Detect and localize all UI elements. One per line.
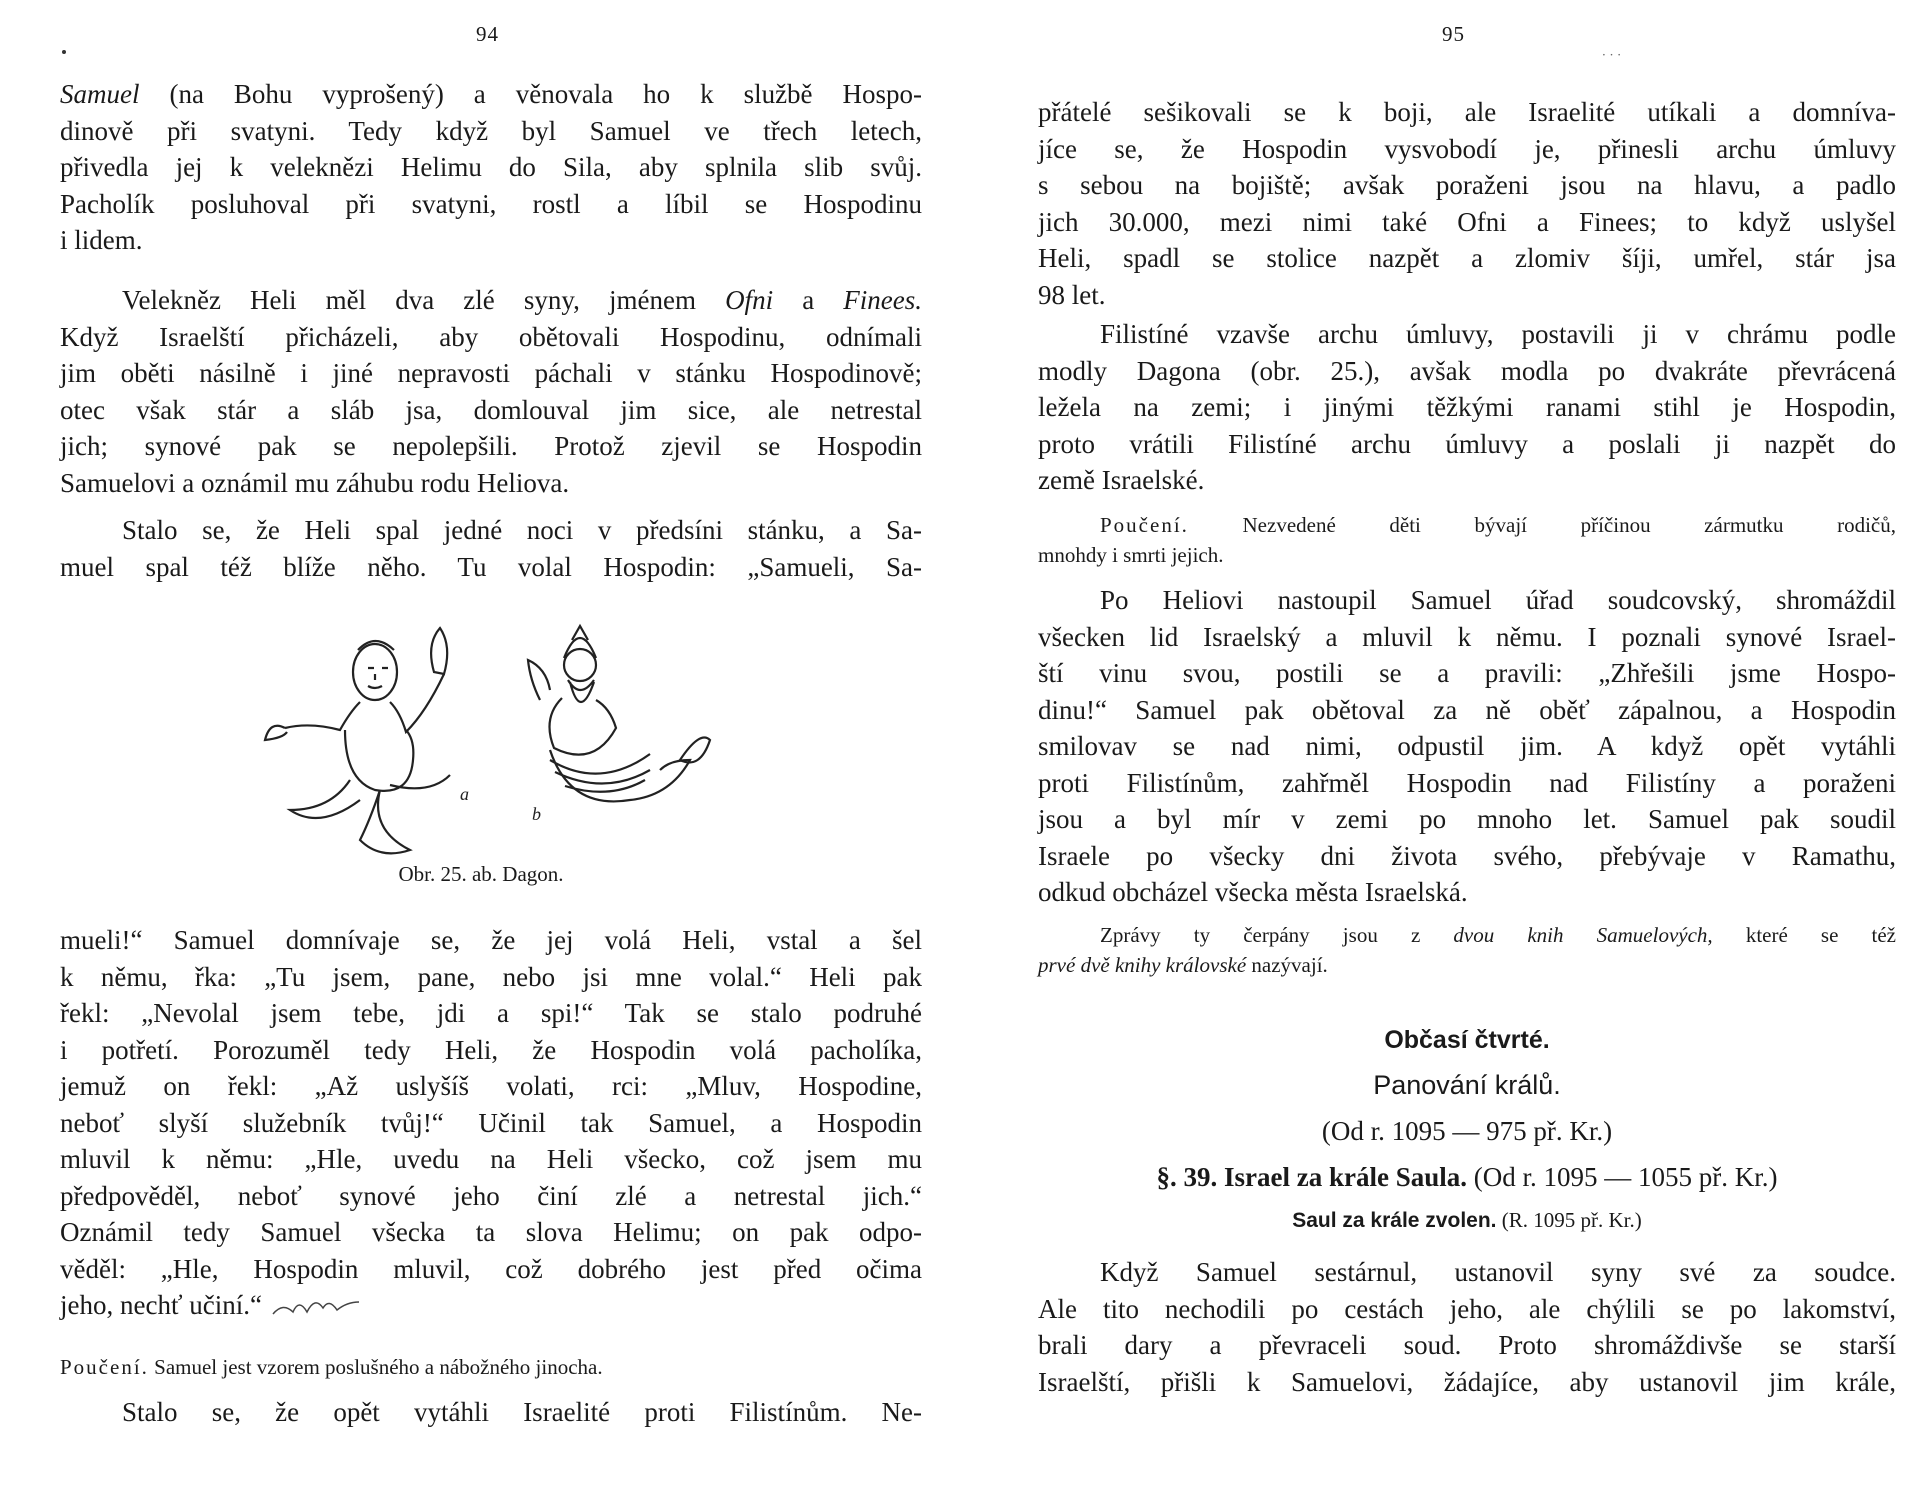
- text-line: jich 30.000, mezi nimi také Ofni a Finees; to když uslyšel: [1038, 206, 1896, 237]
- text-line: přátelé sešikovali se k boji, ale Israelité utíkali a domníva-: [1038, 97, 1896, 127]
- paragraph-samuel-birth: [60, 76, 922, 259]
- period-heading: Panování králů.: [1373, 1070, 1561, 1100]
- paragraph-heli-sons: [60, 282, 922, 501]
- period-dates: (Od r. 1095 — 975 př. Kr.): [1321, 1116, 1613, 1146]
- book-title: prvé dvě knihy královské: [1038, 953, 1247, 977]
- text-line: 98 let.: [1038, 279, 1106, 310]
- figure-caption: Obr. 25. ab. Dagon.: [398, 862, 564, 886]
- text-line: mueli!“ Samuel domnívaje se, že jej volá Heli, vstal a šel: [60, 925, 922, 955]
- text-line: smilovav se nad nimi, odpustil jim. A když opět vytáhli: [1038, 731, 1896, 761]
- chapter-headings: [1038, 1018, 1896, 1241]
- text-line: Když Israelští přicházeli, aby obětovali Hospodinu, odnímali: [60, 321, 922, 352]
- figure-label-a: a: [460, 784, 469, 804]
- text-line: Když Samuel sestárnul, ustanovil syny své za soudce.: [1100, 1257, 1896, 1287]
- text-line: proti Filistínům, zahřměl Hospodin nad Filistíny a poraženi: [1038, 767, 1896, 798]
- paragraph-ark: [1038, 316, 1896, 499]
- text-line: řekl: „Nevolal jsem tebe, jdi a spi!“ Tak se stalo podruhé: [60, 998, 922, 1028]
- text-line: Po Heliovi nastoupil Samuel úřad soudcovský, shromáždil: [1100, 585, 1896, 615]
- text-line: odkud obcházel všecka města Israelská.: [1038, 877, 1468, 907]
- text-line: Filistíné vzavše archu úmluvy, postavili ji v chrámu podle: [1100, 319, 1896, 349]
- text-line: dinově při svatyni. Tedy když byl Samuel ve třech letech,: [60, 115, 922, 146]
- text-line: i potřetí. Porozuměl tedy Heli, že Hospodin volá pacholíka,: [60, 1034, 922, 1065]
- text-line: otec však stár a sláb jsa, domlouval jim sice, ale netrestal: [60, 394, 922, 425]
- lesson-note: [60, 1352, 922, 1382]
- text-line: Pacholík posluhoval při svatyni, rostl a líbil se Hospodinu: [60, 188, 922, 219]
- text-line: brali dary a převraceli soud. Proto shromáždivše se starší: [1038, 1330, 1896, 1360]
- section-heading: §. 39. Israel za krále Saula. (Od r. 1095 — 1055 př. Kr.): [1156, 1162, 1778, 1192]
- source-note: Zprávy ty čerpány jsou z dvou knih Samuelových, které se též prvé dvě knihy královské nazývají.: [1038, 923, 1897, 977]
- samuel-name: Samuel: [60, 79, 140, 109]
- text-line: jim oběti násilně i jiné nepravosti páchali v stánku Hospodinově;: [60, 358, 922, 388]
- text-line: země Israelské.: [1038, 465, 1205, 495]
- text-line: Israelští, přišli k Samuelovi, žádajíce, aby ustanovil jim krále,: [1038, 1366, 1896, 1397]
- lesson-text: mnohdy i smrti jejich.: [1038, 543, 1224, 567]
- lesson-label: Poučení.: [60, 1355, 149, 1379]
- paragraph-samuel-answers: [60, 922, 922, 1324]
- page-number: 95: [1442, 22, 1465, 46]
- text-line: jsou a byl mír v zemi po mnoho let. Samuel pak soudil: [1038, 804, 1896, 834]
- text-line: dinu!“ Samuel pak obětoval za ně oběť zápalnou, a Hospodin: [1038, 694, 1896, 725]
- right-page: [962, 0, 1924, 1500]
- paragraph-saul: [1038, 1254, 1896, 1400]
- print-speck: · · ·: [1602, 48, 1622, 62]
- lesson-text: Samuel jest vzorem poslušného a nábožného jinocha.: [154, 1355, 603, 1379]
- text-line: proto vrátili Filistíné archu úmluvy a poslali ji nazpět do: [1038, 428, 1896, 459]
- lesson-text: Nezvedené děti bývají příčinou zármutku rodičů,: [1242, 513, 1896, 537]
- text-line: jeho, nechť učiní.“: [60, 1287, 922, 1324]
- lesson-label: Poučení.: [1100, 513, 1189, 537]
- text-line: jich; synové pak se nepolepšili. Protož zjevil se Hospodin: [60, 431, 922, 461]
- subsection-heading: Saul za krále zvolen. (R. 1095 př. Kr.): [1292, 1208, 1642, 1232]
- paragraph-battle: [1038, 94, 1896, 313]
- text-line: věděl: „Hle, Hospodin mluvil, což dobrého jest před očima: [60, 1253, 922, 1284]
- text-line: předpověděl, neboť synové jeho činí zlé a netrestal jich.“: [60, 1180, 922, 1211]
- text-line: k němu, řka: „Tu jsem, pane, nebo jsi mne volal.“ Heli pak: [60, 961, 922, 992]
- text-line: přivedla jej k veleknězi Helimu do Sila, aby splnila slib svůj.: [60, 152, 922, 182]
- text-line: ležela na zemi; i jinými těžkými ranami stihl je Hospodin,: [1038, 392, 1896, 422]
- book-title: dvou knih Samuelových,: [1453, 923, 1713, 947]
- paragraph-war: [60, 1394, 922, 1431]
- text-line: Stalo se, že Heli spal jedné noci v předsíni stánku, a Sa-: [122, 515, 922, 545]
- text-line: muel spal též blíže něho. Tu volal Hospodin: „Samueli, Sa-: [60, 551, 922, 582]
- paragraph-samuel-judge: [1038, 582, 1896, 911]
- text-line: s sebou na bojiště; avšak poraženi jsou na hlavu, a padlo: [1038, 170, 1896, 200]
- text-line: mluvil k němu: „Hle, uvedu na Heli všecko, což jsem mu: [60, 1144, 922, 1174]
- text-line: i lidem.: [60, 225, 143, 255]
- text-line: Velekněz Heli měl dva zlé syny, jménem Ofni a Finees.: [122, 285, 923, 315]
- text-line: Samuelovi a oznámil mu záhubu rodu Heliova.: [60, 467, 570, 498]
- text-line: Oznámil tedy Samuel všecka ta slova Helimu; on pak odpo-: [60, 1217, 922, 1247]
- handwritten-scribble: [269, 1294, 369, 1322]
- text-line: všecken lid Israelský a mluvil k němu. I poznali synové Israel-: [1038, 621, 1896, 652]
- dagon-illustration: [250, 610, 750, 860]
- text-line: ští vinu svou, postili se a pravili: „Zhřešili jsme Hospo-: [1038, 658, 1896, 688]
- text-line: modly Dagona (obr. 25.), avšak modla po dvakráte převrácená: [1038, 355, 1896, 386]
- text-line: jemuž on řekl: „Až uslyšíš volati, rci: „Mluv, Hospodine,: [60, 1071, 922, 1101]
- figure-label-b: b: [532, 804, 541, 824]
- text-line: neboť slyší služebník tvůj!“ Učinil tak Samuel, a Hospodin: [60, 1107, 922, 1138]
- text-line: Israele po všecky dni života svého, přebývaje v Ramathu,: [1038, 840, 1896, 871]
- text-line: Samuel (na Bohu vyprošený) a věnovala ho k službě Hospo-: [60, 79, 923, 109]
- text-line: Stalo se, že opět vytáhli Israelité proti Filistínům. Ne-: [122, 1397, 922, 1427]
- era-heading: Občasí čtvrté.: [1384, 1026, 1550, 1054]
- paragraph-samuel-called: [60, 512, 922, 585]
- text-line: Heli, spadl se stolice nazpět a zlomiv šíji, umřel, stár jsa: [1038, 243, 1896, 273]
- lesson-note: [1038, 510, 1896, 570]
- text-line: jíce se, že Hospodin vysvobodí je, přinesli archu úmluvy: [1038, 133, 1896, 164]
- text-line: Ale tito nechodili po cestách jeho, ale chýlili se po lakomství,: [1038, 1293, 1896, 1324]
- page-number: 94: [476, 22, 499, 46]
- print-speck: [62, 50, 66, 54]
